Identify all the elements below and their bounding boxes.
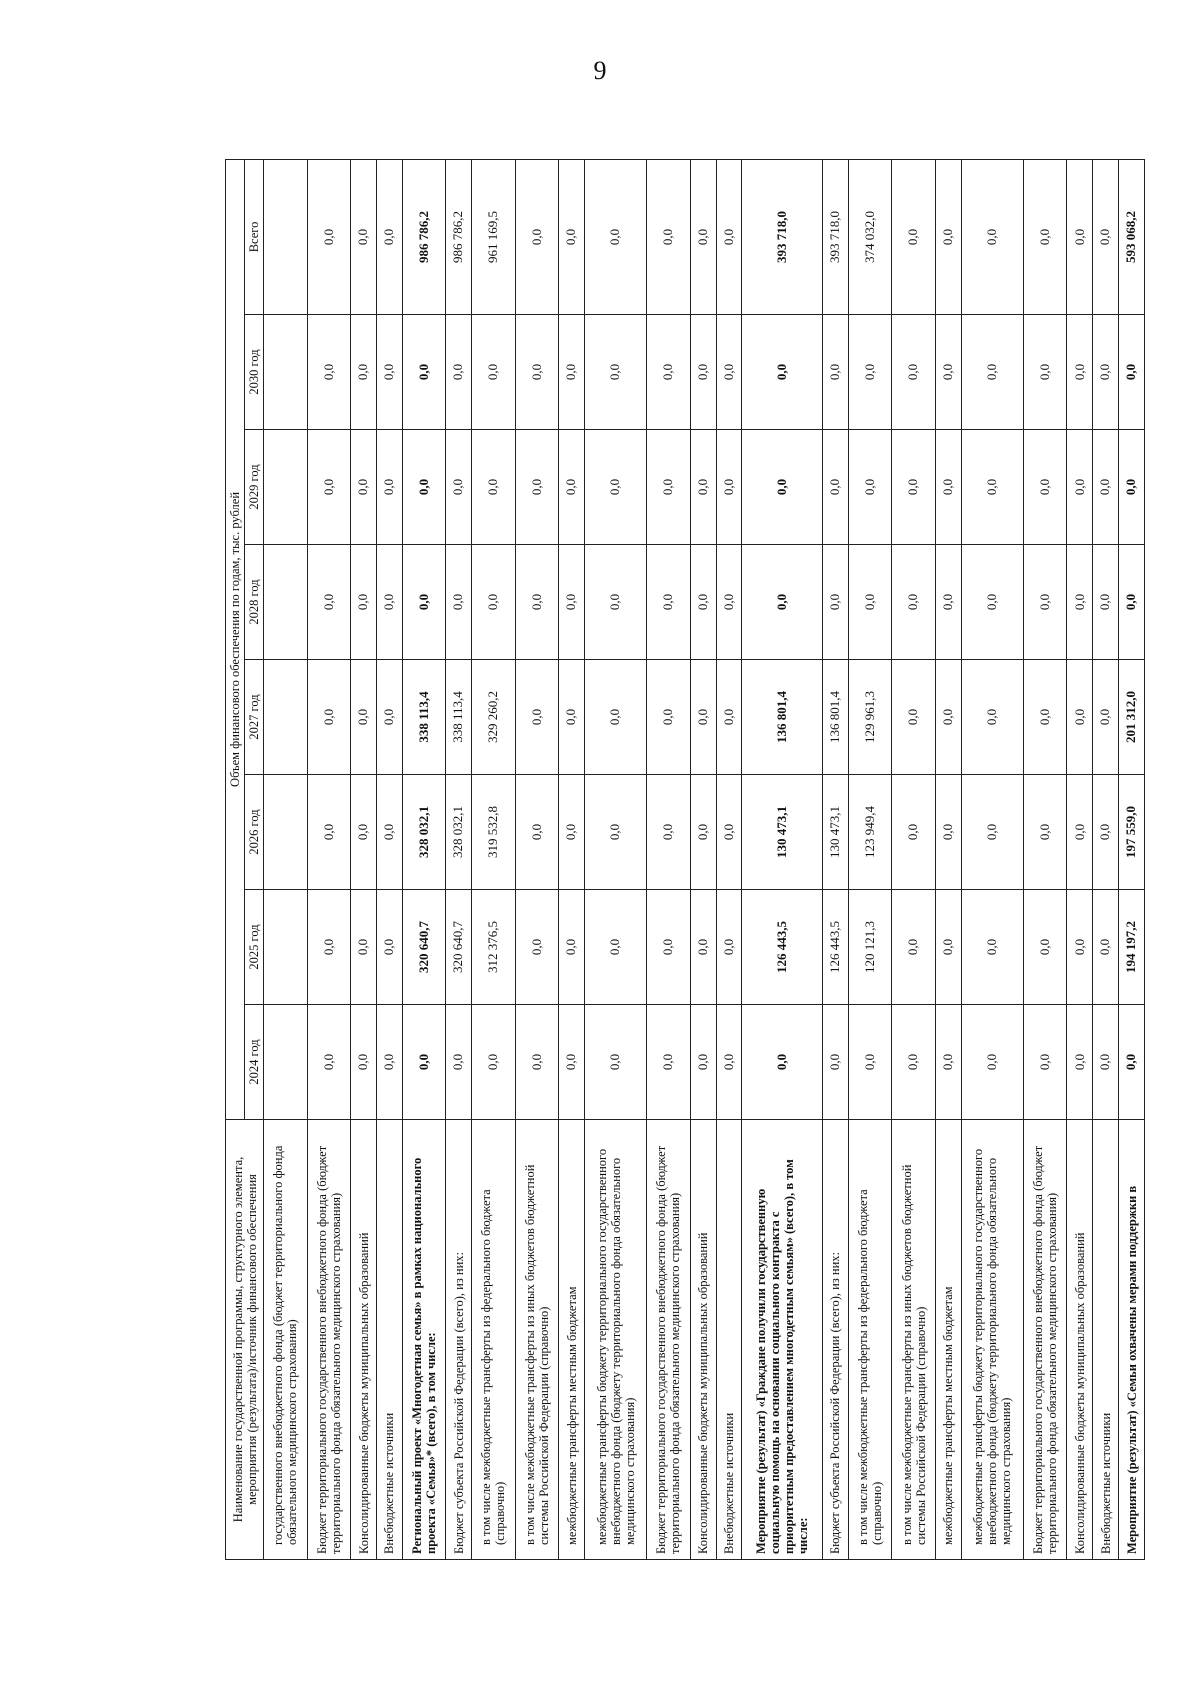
row-year-cell: 0,0 <box>559 660 585 775</box>
row-total-cell: 0,0 <box>1023 159 1067 314</box>
row-year-cell: 201 312,0 <box>1119 660 1145 775</box>
row-year-cell: 194 197,2 <box>1119 890 1145 1005</box>
row-label: межбюджетные трансферты местным бюджетам <box>559 1120 585 1560</box>
row-label: Консолидированные бюджеты муниципальных образований <box>351 1120 377 1560</box>
row-year-cell <box>264 545 308 660</box>
row-year-cell: 0,0 <box>1093 430 1119 545</box>
row-year-cell: 0,0 <box>1067 775 1093 890</box>
row-year-cell: 0,0 <box>376 430 402 545</box>
table-row <box>822 159 848 1559</box>
row-year-cell: 126 443,5 <box>822 890 848 1005</box>
table-row <box>585 159 647 1559</box>
row-year-cell: 0,0 <box>585 430 647 545</box>
row-year-cell: 0,0 <box>935 775 961 890</box>
row-year-cell: 0,0 <box>716 775 742 890</box>
row-year-cell: 0,0 <box>585 315 647 430</box>
row-year-cell: 0,0 <box>351 660 377 775</box>
header-year: 2024 год <box>245 1005 264 1120</box>
row-year-cell: 0,0 <box>892 430 936 545</box>
row-year-cell: 0,0 <box>351 1005 377 1120</box>
row-year-cell: 0,0 <box>351 430 377 545</box>
header-year: 2027 год <box>245 660 264 775</box>
row-year-cell: 0,0 <box>351 545 377 660</box>
row-year-cell: 130 473,1 <box>822 775 848 890</box>
row-label: Бюджет территориального государственного внебюджетного фонда (бюджет территориального фонда обязательного медицинского страхования) <box>1023 1120 1067 1560</box>
page-number: 9 <box>593 56 607 85</box>
row-year-cell: 0,0 <box>690 775 716 890</box>
header-year: 2030 год <box>245 315 264 430</box>
row-year-cell: 0,0 <box>892 1005 936 1120</box>
row-year-cell: 0,0 <box>742 315 823 430</box>
row-year-cell: 0,0 <box>1119 545 1145 660</box>
row-year-cell: 0,0 <box>935 660 961 775</box>
row-label: межбюджетные трансферты бюджету территориального государственного внебюджетного фонда (бюджету территориального фонда обязательного медицинского страхования) <box>585 1120 647 1560</box>
row-year-cell: 136 801,4 <box>822 660 848 775</box>
row-year-cell: 0,0 <box>515 545 559 660</box>
row-year-cell: 0,0 <box>961 545 1023 660</box>
row-year-cell: 0,0 <box>848 545 892 660</box>
row-year-cell: 0,0 <box>690 890 716 1005</box>
row-year-cell: 0,0 <box>690 1005 716 1120</box>
row-label: в том числе межбюджетные трансферты из иных бюджетов бюджетной системы Российской Федерации (справочно) <box>515 1120 559 1560</box>
row-total-cell: 0,0 <box>351 159 377 314</box>
row-year-cell: 0,0 <box>716 315 742 430</box>
row-year-cell: 0,0 <box>892 775 936 890</box>
row-year-cell: 0,0 <box>961 430 1023 545</box>
row-year-cell: 0,0 <box>585 775 647 890</box>
row-year-cell: 0,0 <box>892 315 936 430</box>
row-label: Мероприятие (результат) «Граждане получили государственную социальную помощь на основании социального контракта с приоритетным предоставлением многодетным семьям» (всего), в том числе: <box>742 1120 823 1560</box>
header-total: Всего <box>245 159 264 314</box>
row-year-cell: 0,0 <box>742 430 823 545</box>
row-year-cell: 0,0 <box>376 890 402 1005</box>
table-row <box>716 159 742 1559</box>
table-row <box>1119 159 1145 1559</box>
row-year-cell: 0,0 <box>559 1005 585 1120</box>
row-year-cell: 126 443,5 <box>742 890 823 1005</box>
row-year-cell: 0,0 <box>647 775 691 890</box>
header-year: 2025 год <box>245 890 264 1005</box>
row-year-cell: 0,0 <box>1023 890 1067 1005</box>
row-total-cell: 0,0 <box>647 159 691 314</box>
table-row <box>351 159 377 1559</box>
row-label: Бюджет субъекта Российской Федерации (всего), из них: <box>822 1120 848 1560</box>
table-row <box>402 159 446 1559</box>
row-year-cell: 0,0 <box>647 660 691 775</box>
row-year-cell: 129 961,3 <box>848 660 892 775</box>
row-year-cell: 0,0 <box>742 545 823 660</box>
row-year-cell: 0,0 <box>376 545 402 660</box>
row-year-cell: 0,0 <box>585 545 647 660</box>
row-total-cell: 393 718,0 <box>822 159 848 314</box>
row-total-cell: 0,0 <box>961 159 1023 314</box>
row-year-cell: 319 532,8 <box>472 775 516 890</box>
header-year: 2026 год <box>245 775 264 890</box>
row-total-cell: 0,0 <box>307 159 351 314</box>
row-label: в том числе межбюджетные трансферты из иных бюджетов бюджетной системы Российской Федерации (справочно) <box>892 1120 936 1560</box>
row-total-cell: 0,0 <box>1067 159 1093 314</box>
row-year-cell: 0,0 <box>1067 430 1093 545</box>
row-year-cell: 0,0 <box>716 660 742 775</box>
table-row <box>742 159 823 1559</box>
row-year-cell: 0,0 <box>515 1005 559 1120</box>
row-label: Мероприятие (результат) «Семьи охвачены мерами поддержки в <box>1119 1120 1145 1560</box>
row-total-cell <box>264 159 308 314</box>
row-year-cell: 0,0 <box>585 660 647 775</box>
row-total-cell: 593 068,2 <box>1119 159 1145 314</box>
row-year-cell <box>264 660 308 775</box>
row-year-cell: 0,0 <box>690 315 716 430</box>
row-year-cell: 0,0 <box>559 315 585 430</box>
row-label: Внебюджетные источники <box>376 1120 402 1560</box>
row-year-cell: 0,0 <box>402 1005 446 1120</box>
table-row <box>690 159 716 1559</box>
row-total-cell: 0,0 <box>376 159 402 314</box>
row-year-cell: 0,0 <box>376 660 402 775</box>
row-year-cell: 329 260,2 <box>472 660 516 775</box>
row-year-cell: 0,0 <box>585 1005 647 1120</box>
table-row <box>848 159 892 1559</box>
row-year-cell: 0,0 <box>402 315 446 430</box>
table-row <box>961 159 1023 1559</box>
row-year-cell: 0,0 <box>351 315 377 430</box>
row-year-cell: 0,0 <box>961 660 1023 775</box>
row-year-cell: 0,0 <box>351 775 377 890</box>
row-year-cell: 0,0 <box>1023 545 1067 660</box>
row-year-cell: 0,0 <box>961 775 1023 890</box>
table-row <box>1023 159 1067 1559</box>
row-year-cell: 0,0 <box>515 660 559 775</box>
row-label: Региональный проект «Многодетная семья» в рамках национального проекта «Семья»* (всего), в том числе: <box>402 1120 446 1560</box>
row-year-cell: 0,0 <box>1119 1005 1145 1120</box>
row-total-cell: 393 718,0 <box>742 159 823 314</box>
table-row <box>1067 159 1093 1559</box>
row-year-cell: 0,0 <box>1093 1005 1119 1120</box>
row-year-cell: 0,0 <box>472 430 516 545</box>
row-year-cell: 320 640,7 <box>402 890 446 1005</box>
row-year-cell: 328 032,1 <box>402 775 446 890</box>
row-year-cell: 0,0 <box>307 660 351 775</box>
row-year-cell <box>264 890 308 1005</box>
row-year-cell: 0,0 <box>961 1005 1023 1120</box>
row-year-cell: 0,0 <box>822 315 848 430</box>
row-year-cell: 0,0 <box>690 430 716 545</box>
row-year-cell: 0,0 <box>961 315 1023 430</box>
row-year-cell: 0,0 <box>376 775 402 890</box>
row-label: Консолидированные бюджеты муниципальных образований <box>1067 1120 1093 1560</box>
row-total-cell: 0,0 <box>716 159 742 314</box>
row-year-cell: 0,0 <box>1067 545 1093 660</box>
row-year-cell: 120 121,3 <box>848 890 892 1005</box>
row-year-cell: 0,0 <box>647 1005 691 1120</box>
row-year-cell: 0,0 <box>822 430 848 545</box>
row-year-cell: 0,0 <box>515 315 559 430</box>
row-year-cell: 0,0 <box>961 890 1023 1005</box>
row-year-cell: 0,0 <box>472 315 516 430</box>
row-year-cell: 0,0 <box>1093 315 1119 430</box>
row-total-cell: 0,0 <box>585 159 647 314</box>
row-year-cell: 0,0 <box>647 890 691 1005</box>
row-year-cell: 0,0 <box>848 430 892 545</box>
row-year-cell: 0,0 <box>716 545 742 660</box>
row-year-cell: 0,0 <box>1023 430 1067 545</box>
table-row <box>446 159 472 1559</box>
row-year-cell: 0,0 <box>892 890 936 1005</box>
row-label: Бюджет субъекта Российской Федерации (всего), из них: <box>446 1120 472 1560</box>
row-year-cell: 0,0 <box>935 315 961 430</box>
row-year-cell: 0,0 <box>892 660 936 775</box>
row-total-cell: 0,0 <box>892 159 936 314</box>
row-year-cell: 0,0 <box>307 775 351 890</box>
row-year-cell: 0,0 <box>1023 775 1067 890</box>
row-year-cell: 0,0 <box>1119 430 1145 545</box>
header-name-column: Наименование государственной программы, структурного элемента, мероприятия (результата)/источник финансового обеспечения <box>226 1120 264 1560</box>
row-year-cell: 0,0 <box>472 1005 516 1120</box>
table-header <box>226 159 264 1559</box>
row-year-cell: 312 376,5 <box>472 890 516 1005</box>
row-year-cell: 0,0 <box>376 1005 402 1120</box>
row-year-cell: 0,0 <box>690 545 716 660</box>
row-year-cell: 0,0 <box>559 430 585 545</box>
row-label: Бюджет территориального государственного внебюджетного фонда (бюджет территориального фонда обязательного медицинского страхования) <box>307 1120 351 1560</box>
table-row <box>935 159 961 1559</box>
row-year-cell: 197 559,0 <box>1119 775 1145 890</box>
row-year-cell: 328 032,1 <box>446 775 472 890</box>
row-total-cell: 374 032,0 <box>848 159 892 314</box>
row-year-cell: 136 801,4 <box>742 660 823 775</box>
row-year-cell: 0,0 <box>1067 890 1093 1005</box>
table-row <box>515 159 559 1559</box>
row-year-cell: 0,0 <box>935 430 961 545</box>
row-label: Бюджет территориального государственного внебюджетного фонда (бюджет территориального фонда обязательного медицинского страхования) <box>647 1120 691 1560</box>
row-year-cell: 0,0 <box>716 890 742 1005</box>
row-year-cell: 0,0 <box>822 545 848 660</box>
row-year-cell: 0,0 <box>1093 660 1119 775</box>
table-row <box>307 159 351 1559</box>
row-year-cell: 0,0 <box>742 1005 823 1120</box>
row-year-cell: 0,0 <box>716 430 742 545</box>
row-label: межбюджетные трансферты местным бюджетам <box>935 1120 961 1560</box>
table-row <box>1093 159 1119 1559</box>
row-year-cell: 0,0 <box>935 1005 961 1120</box>
row-year-cell <box>264 430 308 545</box>
table-body <box>264 159 1145 1559</box>
row-label: Внебюджетные источники <box>1093 1120 1119 1560</box>
row-year-cell: 0,0 <box>472 545 516 660</box>
table-row <box>647 159 691 1559</box>
row-year-cell: 0,0 <box>446 315 472 430</box>
row-year-cell <box>264 775 308 890</box>
row-total-cell: 986 786,2 <box>446 159 472 314</box>
row-year-cell: 0,0 <box>647 315 691 430</box>
row-total-cell: 986 786,2 <box>402 159 446 314</box>
row-year-cell: 0,0 <box>446 1005 472 1120</box>
row-year-cell: 0,0 <box>515 775 559 890</box>
row-total-cell: 961 169,5 <box>472 159 516 314</box>
row-label: межбюджетные трансферты бюджету территориального государственного внебюджетного фонда (бюджету территориального фонда обязательного медицинского страхования) <box>961 1120 1023 1560</box>
row-year-cell: 0,0 <box>1067 1005 1093 1120</box>
rotated-table-container <box>225 160 1145 1560</box>
row-year-cell: 0,0 <box>585 890 647 1005</box>
row-total-cell: 0,0 <box>690 159 716 314</box>
row-year-cell: 0,0 <box>402 430 446 545</box>
row-year-cell: 0,0 <box>307 890 351 1005</box>
table-row <box>892 159 936 1559</box>
row-year-cell: 0,0 <box>935 545 961 660</box>
row-year-cell: 0,0 <box>848 315 892 430</box>
row-year-cell: 0,0 <box>559 890 585 1005</box>
row-label: в том числе межбюджетные трансферты из федерального бюджета (справочно) <box>472 1120 516 1560</box>
row-year-cell: 0,0 <box>307 545 351 660</box>
header-year: 2028 год <box>245 545 264 660</box>
row-year-cell: 0,0 <box>1067 660 1093 775</box>
row-total-cell: 0,0 <box>935 159 961 314</box>
table-row <box>376 159 402 1559</box>
row-year-cell: 0,0 <box>446 430 472 545</box>
row-total-cell: 0,0 <box>515 159 559 314</box>
table-row <box>264 159 308 1559</box>
row-year-cell: 0,0 <box>446 545 472 660</box>
header-year: 2029 год <box>245 430 264 545</box>
row-year-cell: 0,0 <box>351 890 377 1005</box>
row-label: государственного внебюджетного фонда (бюджет территориального фонда обязательного медицинского страхования) <box>264 1120 308 1560</box>
row-year-cell: 0,0 <box>1093 545 1119 660</box>
row-year-cell <box>264 1005 308 1120</box>
row-label: Консолидированные бюджеты муниципальных образований <box>690 1120 716 1560</box>
table-row <box>559 159 585 1559</box>
row-year-cell: 0,0 <box>402 545 446 660</box>
row-year-cell: 0,0 <box>307 1005 351 1120</box>
row-year-cell: 0,0 <box>307 430 351 545</box>
row-label: Внебюджетные источники <box>716 1120 742 1560</box>
row-year-cell: 0,0 <box>822 1005 848 1120</box>
row-year-cell: 0,0 <box>515 890 559 1005</box>
financing-table <box>225 159 1145 1560</box>
row-year-cell: 0,0 <box>1093 890 1119 1005</box>
row-year-cell: 123 949,4 <box>848 775 892 890</box>
row-year-cell: 0,0 <box>1023 315 1067 430</box>
row-year-cell: 0,0 <box>1119 315 1145 430</box>
row-year-cell: 0,0 <box>647 430 691 545</box>
row-year-cell: 338 113,4 <box>446 660 472 775</box>
row-total-cell: 0,0 <box>559 159 585 314</box>
row-year-cell: 0,0 <box>716 1005 742 1120</box>
row-year-cell: 0,0 <box>1067 315 1093 430</box>
row-year-cell: 0,0 <box>690 660 716 775</box>
row-year-cell: 0,0 <box>307 315 351 430</box>
row-year-cell: 0,0 <box>376 315 402 430</box>
row-year-cell: 0,0 <box>848 1005 892 1120</box>
row-year-cell <box>264 315 308 430</box>
row-year-cell: 0,0 <box>1023 1005 1067 1120</box>
row-year-cell: 338 113,4 <box>402 660 446 775</box>
row-year-cell: 0,0 <box>559 775 585 890</box>
header-group: Объем финансового обеспечения по годам, тыс. рублей <box>226 159 245 1119</box>
row-year-cell: 0,0 <box>1093 775 1119 890</box>
row-year-cell: 0,0 <box>935 890 961 1005</box>
table-row <box>472 159 516 1559</box>
row-total-cell: 0,0 <box>1093 159 1119 314</box>
row-year-cell: 0,0 <box>892 545 936 660</box>
row-year-cell: 0,0 <box>559 545 585 660</box>
row-year-cell: 130 473,1 <box>742 775 823 890</box>
row-year-cell: 320 640,7 <box>446 890 472 1005</box>
row-label: в том числе межбюджетные трансферты из федерального бюджета (справочно) <box>848 1120 892 1560</box>
row-year-cell: 0,0 <box>1023 660 1067 775</box>
row-year-cell: 0,0 <box>647 545 691 660</box>
row-year-cell: 0,0 <box>515 430 559 545</box>
